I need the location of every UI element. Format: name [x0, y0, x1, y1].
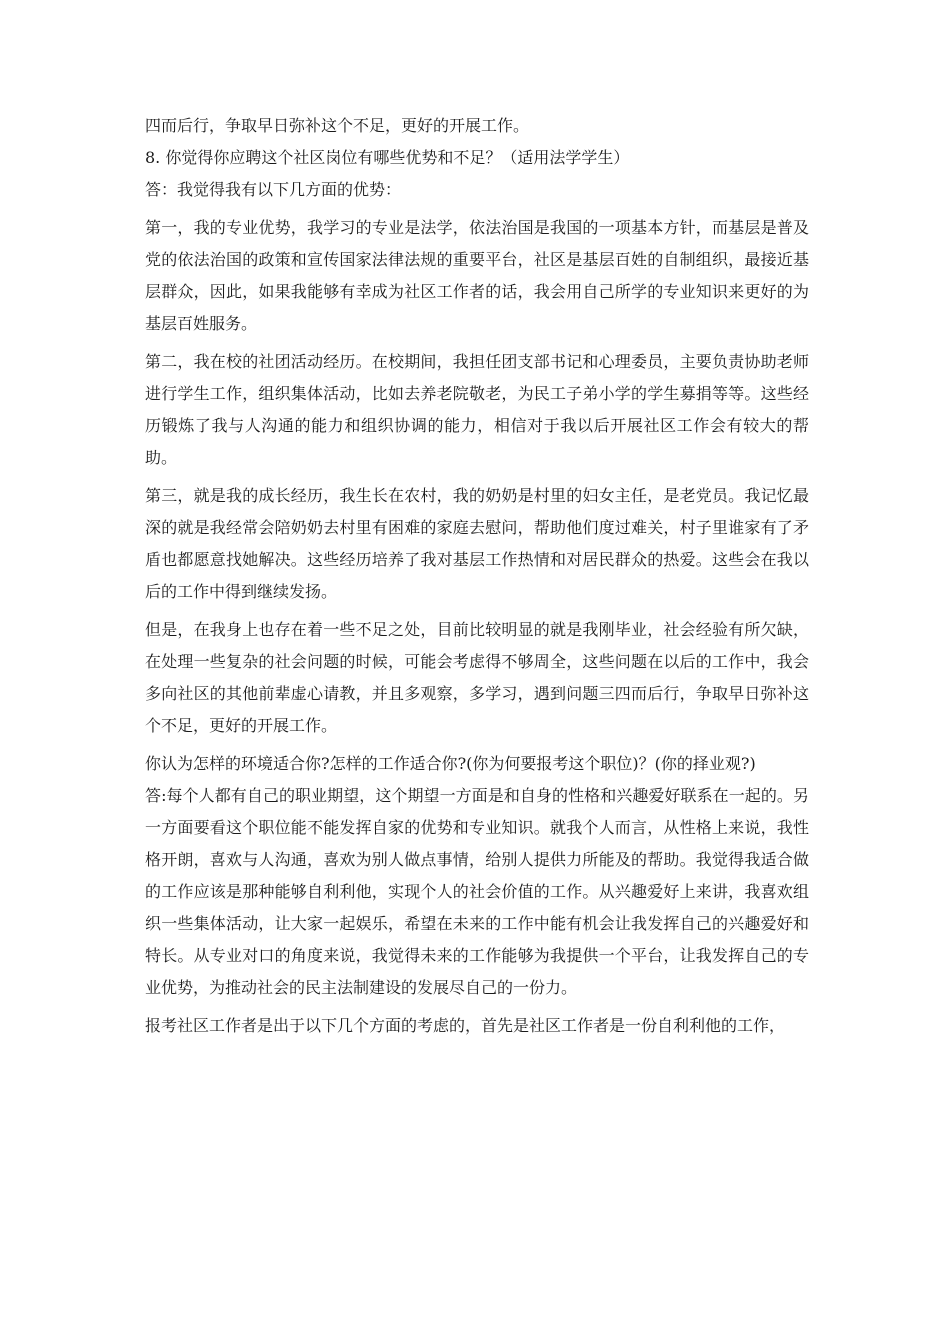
answer-9: 答:每个人都有自己的职业期望，这个期望一方面是和自身的性格和兴趣爱好联系在一起的。另一方面要看这个职位能不能发挥自家的优势和专业知识。就我个人而言，从性格上来说，我性格开朗，喜欢与人沟通，喜欢为别人做点事情，给别人提供力所能及的帮助。我觉得我适合做的工作应该是那种能够自利利他，实现个人的社会价值的工作。从兴趣爱好上来讲，我喜欢组织一些集体活动，让大家一起娱乐，希望在未来的工作中能有机会让我发挥自己的兴趣爱好和特长。从专业对口的角度来说，我觉得未来的工作能够为我提供一个平台，让我发挥自己的专业优势，为推动社会的民主法制建设的发展尽自己的一份力。	[145, 786, 809, 997]
paragraph-first-advantage: 第一，我的专业优势，我学习的专业是法学，依法治国是我国的一项基本方针，而基层是普及党的依法治国的政策和宣传国家法律法规的重要平台，社区是基层百姓的自制组织，最接近基层群众，因此，如果我能够有幸成为社区工作者的话，我会用自己所学的专业知识来更好的为基层百姓服务。	[145, 218, 809, 333]
answer-8-lead: 答：我觉得我有以下几方面的优势：	[145, 180, 402, 199]
question-8: 8. 你觉得你应聘这个社区岗位有哪些优势和不足？（适用法学学生）	[145, 148, 630, 167]
paragraph-second-advantage: 第二，我在校的社团活动经历。在校期间，我担任团支部书记和心理委员，主要负责协助老师进行学生工作，组织集体活动，比如去养老院敬老，为民工子弟小学的学生募捐等等。这些经历锻炼了我与人沟通的能力和组织协调的能力，相信对于我以后开展社区工作会有较大的帮助。	[145, 352, 809, 467]
paragraph-third-advantage: 第三，就是我的成长经历，我生长在农村，我的奶奶是村里的妇女主任，是老党员。我记忆最深的就是我经常会陪奶奶去村里有困难的家庭去慰问，帮助他们度过难关，村子里谁家有了矛盾也都愿意找她解决。这些经历培养了我对基层工作热情和对居民群众的热爱。这些会在我以后的工作中得到继续发扬。	[145, 486, 809, 601]
question-9: 你认为怎样的环境适合你?怎样的工作适合你?(你为何要报考这个职位)？(你的择业观?)	[145, 754, 756, 773]
document-page	[145, 110, 809, 1048]
paragraph-shortcomings: 但是，在我身上也存在着一些不足之处，目前比较明显的就是我刚毕业，社会经验有所欠缺，在处理一些复杂的社会问题的时候，可能会考虑得不够周全，这些问题在以后的工作中，我会多向社区的其他前辈虚心请教，并且多观察，多学习，遇到问题三四而后行，争取早日弥补这个不足，更好的开展工作。	[145, 620, 809, 735]
intro-line: 四而后行，争取早日弥补这个不足，更好的开展工作。	[145, 116, 530, 135]
paragraph-reasons: 报考社区工作者是出于以下几个方面的考虑的，首先是社区工作者是一份自利利他的工作，	[145, 1016, 786, 1035]
